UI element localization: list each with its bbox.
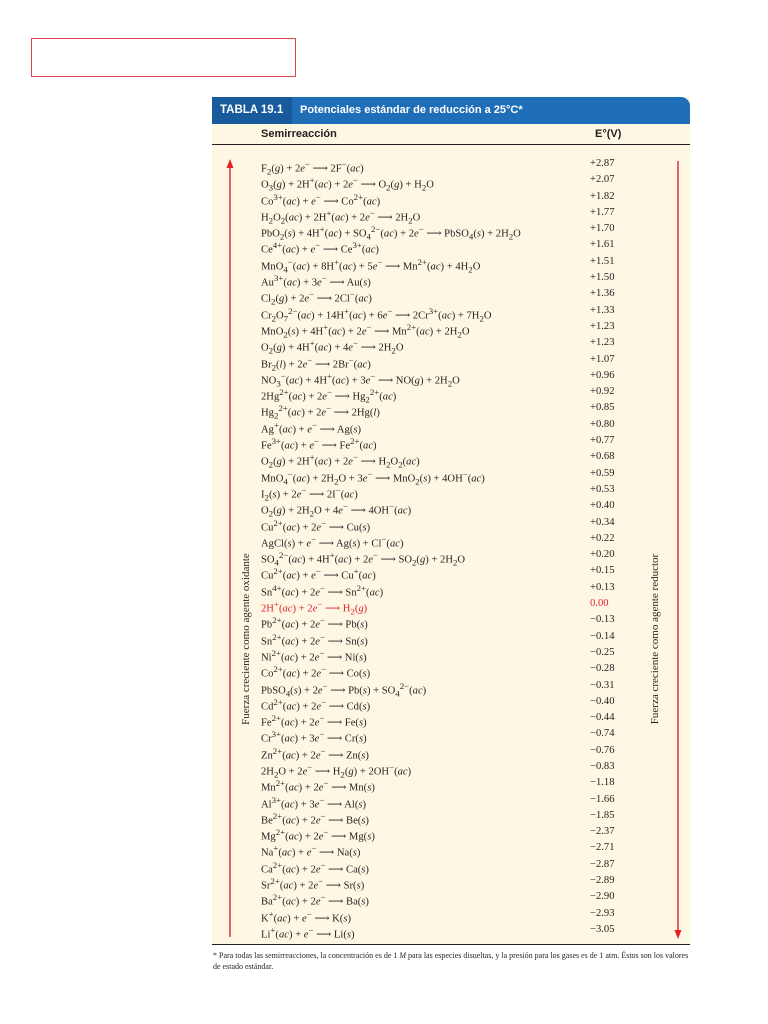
table-row (212, 906, 690, 925)
table-row (212, 596, 690, 617)
half-reaction: $Ca^{2+}(ac) + 2e^-$ ⟶ Ca(s) (261, 859, 369, 876)
half-reaction: $Co^{2+}(ac) + 2e^-$ ⟶ Co(s) (261, 664, 371, 680)
half-reaction: K+(ac) + e− ⟶ K(s) (261, 908, 351, 925)
half-reaction: $Cr^{3+}(ac) + 3e^-$ ⟶ Cr(s) (261, 729, 367, 745)
table-header-bar (212, 97, 690, 124)
potential-value: −0.28 (590, 663, 615, 675)
potential-value: −2.37 (590, 826, 615, 838)
table-row (212, 433, 690, 452)
potential-value: +1.82 (590, 190, 615, 202)
half-reaction: $F_2(g) + 2e^-$ ⟶ 2F−(ac) (261, 159, 364, 177)
potential-value: +1.36 (590, 288, 615, 300)
half-reaction: $O_2(g) + 2H_2O + 4e^-$ ⟶ 4OH−(ac) (261, 501, 412, 519)
table-row (212, 678, 690, 699)
table-row (212, 466, 690, 487)
table-row (212, 335, 690, 356)
potential-value: −3.05 (590, 923, 615, 935)
half-reaction: $Sr^{2+}(ac) + 2e^-$ ⟶ Sr(s) (261, 876, 365, 892)
red-outline-box (31, 38, 296, 77)
potential-value: −0.44 (590, 712, 615, 724)
table-row (212, 743, 690, 762)
half-reaction: $Be^{2+}(ac) + 2e^-$ ⟶ Be(s) (261, 810, 369, 827)
potential-value: −0.25 (590, 646, 615, 658)
potential-value: +1.23 (590, 337, 615, 349)
potential-value: +2.07 (590, 174, 615, 186)
potential-value: −0.76 (590, 744, 615, 756)
table-row (212, 205, 690, 226)
half-reaction: $SO_4^{2-}(ac) + 4H^+(ac) + 2e^-$ ⟶ $SO_2(g) + 2H_2O$ (261, 550, 466, 568)
half-reaction: $Ni^{2+}(ac) + 2e^-$ ⟶ Ni(s) (261, 647, 367, 664)
potential-value: +1.33 (590, 304, 615, 316)
potential-value: +0.53 (590, 483, 615, 495)
half-reaction: $Mg^{2+}(ac) + 2e^-$ ⟶ Mg(s) (261, 827, 375, 843)
potential-value: −0.14 (590, 630, 615, 642)
half-reaction: $Cd^{2+}(ac) + 2e^-$ ⟶ Cd(s) (261, 696, 371, 713)
oxidizing-strength-label: Fuerza creciente como agente oxidante (240, 553, 252, 725)
potential-value: +0.80 (590, 418, 615, 430)
potential-value: −0.74 (590, 728, 615, 740)
potential-value: −1.66 (590, 793, 615, 805)
half-reaction: $O_2(g) + 2H^+(ac) + 2e^-$ ⟶ $H_2O_2(ac)$ (261, 452, 420, 470)
table-row (212, 808, 690, 827)
table-row (212, 270, 690, 289)
half-reaction: Li+(ac) + e− ⟶ Li(s) (261, 924, 355, 941)
potential-value: −2.71 (590, 842, 615, 854)
table-row (212, 237, 690, 257)
half-reaction: $Mn^{2+}(ac) + 2e^-$ ⟶ Mn(s) (261, 778, 375, 794)
half-reaction: $Zn^{2+}(ac) + 2e^-$ ⟶ Zn(s) (261, 745, 369, 762)
table-row (212, 645, 690, 664)
half-reaction: $H_2O_2(ac) + 2H^+(ac) + 2e^-$ ⟶ $2H_2O$ (261, 207, 421, 226)
half-reaction: $NO_3^-(ac) + 4H^+(ac) + 3e^-$ ⟶ $NO(g) + 2H_2O$ (261, 370, 460, 389)
potential-value: 0.00 (590, 598, 609, 610)
table-row (212, 498, 690, 519)
half-reaction: $MnO_4^-(ac) + 2H_2O + 3e^-$ ⟶ MnO$_2$(s) + 4OH−(ac) (261, 468, 485, 487)
half-reaction: Ag+(ac) + e− ⟶ Ag(s) (261, 419, 361, 436)
column-header-reaction: Semirreacción (261, 128, 337, 140)
half-reaction: $I_2(s) + 2e^-$ ⟶ 2I−(ac) (261, 484, 358, 503)
half-reaction: $O_2(g) + 4H^+(ac) + 4e^-$ ⟶ $2H_2O$ (261, 338, 404, 356)
half-reaction: $Fe^{2+}(ac) + 2e^-$ ⟶ Fe(s) (261, 713, 367, 729)
table-row (212, 661, 690, 680)
table-row (212, 612, 690, 631)
half-reaction: $PbO_2(s) + 4H^+(ac) + SO_4^{2-}(ac) + 2e^-$ ⟶ PbSO$_4$(s) + $2H_2O$ (261, 224, 521, 242)
header-rule (212, 144, 690, 145)
table-row (212, 889, 690, 908)
table-row (212, 563, 690, 582)
potential-value: +1.70 (590, 223, 615, 235)
table-row (212, 303, 690, 324)
potential-value: −2.87 (590, 858, 615, 870)
half-reaction: $Br_2(l) + 2e^-$ ⟶ 2Br−(ac) (261, 354, 371, 373)
potential-value: +0.15 (590, 565, 615, 577)
half-reaction: $Cl_2(g) + 2e^-$ ⟶ 2Cl−(ac) (261, 289, 372, 308)
half-reaction: $Sn^{4+}(ac) + 2e^-$ ⟶ $Sn^{2+}(ac)$ (261, 582, 384, 599)
table-row (212, 531, 690, 550)
half-reaction: $Cr_2O_7^{2-}(ac) + 14H^+(ac) + 6e^-$ ⟶ $2Cr^{3+}(ac) + 7H_2O$ (261, 305, 492, 324)
half-reaction: $Fe^{3+}(ac) + e^-$ ⟶ $Fe^{2+}(ac)$ (261, 436, 377, 452)
potential-value: +0.20 (590, 549, 615, 561)
potential-value: +0.34 (590, 516, 615, 528)
table-row (212, 547, 690, 568)
potential-value: +0.13 (590, 581, 615, 593)
potential-value: +1.07 (590, 353, 615, 365)
bottom-rule (212, 944, 690, 945)
potential-value: −0.83 (590, 760, 615, 772)
potential-value: +0.22 (590, 532, 615, 544)
table-row (212, 873, 690, 892)
column-header-potential: E°(V) (595, 128, 622, 140)
potential-value: +0.59 (590, 467, 615, 479)
table-row (212, 417, 690, 436)
reaction-rows (212, 156, 690, 941)
table-row (212, 172, 690, 193)
potential-value: +1.77 (590, 206, 615, 218)
half-reaction: Na+(ac) + e− ⟶ Na(s) (261, 843, 361, 859)
up-arrow-icon (224, 159, 236, 939)
down-arrow-icon (672, 159, 684, 939)
half-reaction: $Al^{3+}(ac) + 3e^-$ ⟶ Al(s) (261, 794, 367, 811)
table-row (212, 221, 690, 242)
half-reaction: $O_3(g) + 2H^+(ac) + 2e^-$ ⟶ $O_2(g) + H_2O$ (261, 175, 434, 193)
table-row (212, 759, 690, 780)
table-row (212, 400, 690, 422)
potential-value: −0.31 (590, 679, 615, 691)
table-row (212, 792, 690, 811)
half-reaction: $Cu^{2+}(ac) + 2e^-$ ⟶ Cu(s) (261, 517, 371, 534)
half-reaction: PbSO$_4$(s) + 2e− ⟶ $Pb(s) + SO_4^{2-}(ac)$ (261, 680, 427, 699)
half-reaction: $2Hg^{2+}(ac) + 2e^-$ ⟶ $Hg_2^{2+}(ac)$ (261, 387, 397, 405)
potential-value: −1.18 (590, 777, 615, 789)
table-footnote: * Para todas las semirreacciones, la concentración es de 1 M para las especies disueltas, y la presión para los gases es de 1 atm. Éstos son los valores de estado estándar. (213, 951, 689, 971)
half-reaction: MnO$_4$−(ac) + 8H+(ac) + 5e− ⟶ $Mn^{2+}(ac) + 4H_2O$ (261, 256, 481, 275)
half-reaction: $Ce^{4+}(ac) + e^-$ ⟶ $Ce^{3+}(ac)$ (261, 240, 379, 257)
table-row (212, 775, 690, 794)
potential-value: +1.50 (590, 272, 615, 284)
half-reaction: AgCl(s) + e− ⟶ Ag(s) + Cl−(ac) (261, 533, 404, 550)
potential-value: +0.68 (590, 451, 615, 463)
half-reaction: $Pb^{2+}(ac) + 2e^-$ ⟶ Pb(s) (261, 615, 368, 631)
table-row (212, 694, 690, 713)
reduction-potentials-table (212, 97, 690, 945)
potential-value: +2.87 (590, 158, 615, 169)
table-row (212, 515, 690, 534)
half-reaction: $2H_2O + 2e^-$ ⟶ $H_2(g) + 2OH^-(ac)$ (261, 761, 412, 780)
table-row (212, 629, 690, 648)
potential-value: +1.23 (590, 320, 615, 332)
potential-value: +0.96 (590, 369, 615, 381)
table-row (212, 840, 690, 859)
table-row (212, 580, 690, 599)
half-reaction: $Hg_2^{2+}(ac) + 2e^-$ ⟶ 2Hg(l) (261, 403, 380, 422)
table-row (212, 286, 690, 308)
table-row (212, 189, 690, 208)
potential-value: +1.61 (590, 239, 615, 251)
half-reaction: 2H+(ac) + 2e− ⟶ $H_2(g)$ (261, 599, 368, 617)
table-row (212, 449, 690, 470)
potential-value: −2.90 (590, 891, 615, 903)
table-row (212, 368, 690, 389)
reducing-strength-label: Fuerza creciente como agente reductor (649, 553, 661, 725)
half-reaction: $Au^{3+}(ac) + 3e^-$ ⟶ Au(s) (261, 273, 371, 289)
potential-value: +0.92 (590, 386, 615, 398)
table-row (212, 824, 690, 843)
table-row (212, 254, 690, 275)
table-row (212, 857, 690, 876)
half-reaction: $Ba^{2+}(ac) + 2e^-$ ⟶ Ba(s) (261, 892, 369, 908)
table-number: TABLA 19.1 (212, 97, 292, 124)
table-row (212, 482, 690, 503)
potential-value: +1.51 (590, 255, 615, 267)
half-reaction: $Co^{3+}(ac) + e^-$ ⟶ $Co^{2+}(ac)$ (261, 191, 381, 208)
potential-value: −1.85 (590, 809, 615, 821)
half-reaction: $Sn^{2+}(ac) + 2e^-$ ⟶ Sn(s) (261, 631, 368, 648)
potential-value: +0.40 (590, 500, 615, 512)
table-row (212, 352, 690, 373)
table-row (212, 156, 690, 177)
half-reaction: $Cu^{2+}(ac) + e^-$ ⟶ Cu+(ac) (261, 566, 376, 582)
table-row (212, 922, 690, 941)
half-reaction: MnO$_2$(s) + 4H+(ac) + 2e− ⟶ $Mn^{2+}(ac) + 2H_2O$ (261, 321, 470, 340)
table-row (212, 319, 690, 340)
potential-value: −0.40 (590, 695, 615, 707)
potential-value: +0.77 (590, 435, 615, 447)
potential-value: −2.93 (590, 907, 615, 919)
table-row (212, 726, 690, 745)
potential-value: −0.13 (590, 614, 615, 626)
potential-value: −2.89 (590, 875, 615, 887)
table-row (212, 710, 690, 729)
table-row (212, 384, 690, 405)
potential-value: +0.85 (590, 402, 615, 414)
table-title: Potenciales estándar de reducción a 25°C* (300, 104, 523, 116)
